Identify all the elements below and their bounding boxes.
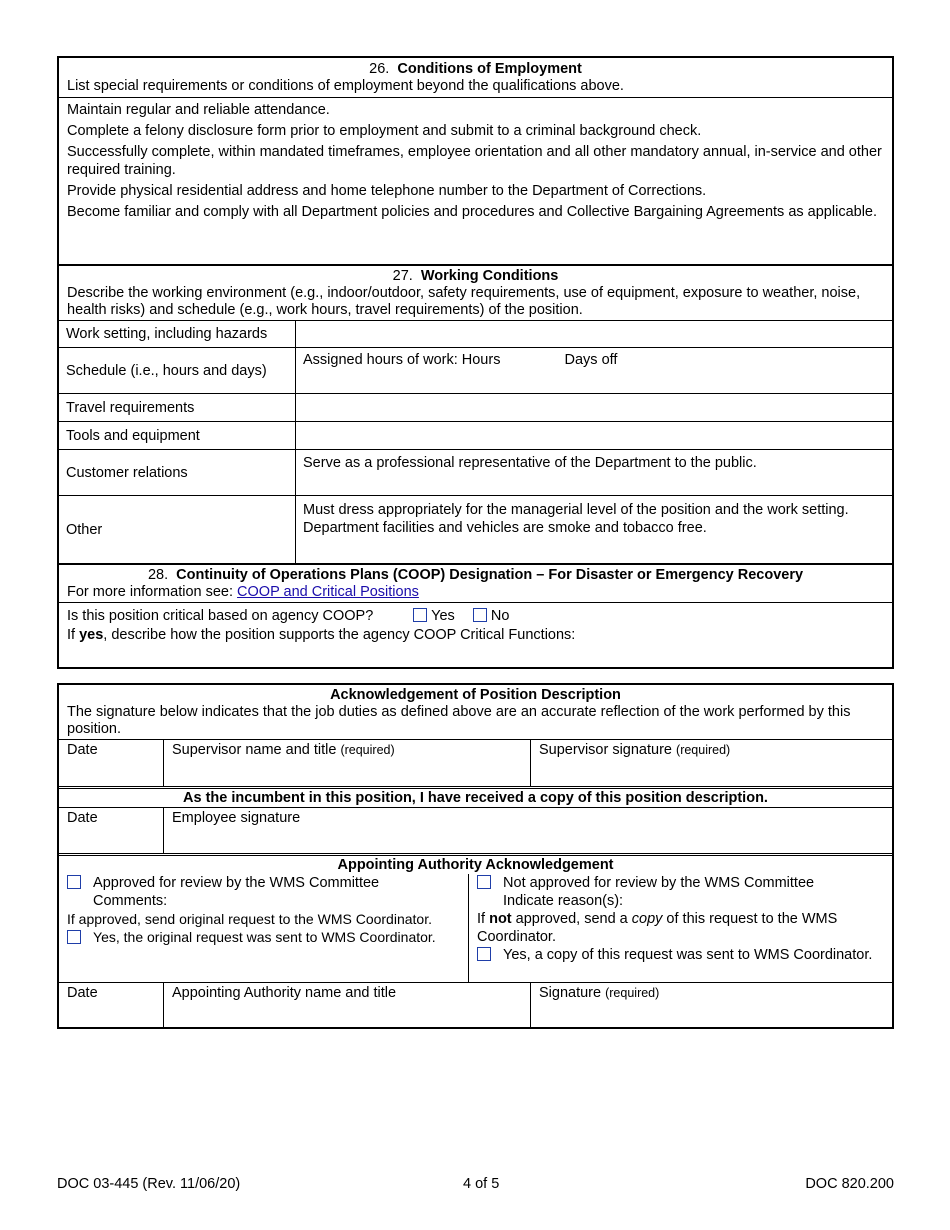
coop-info bbox=[59, 584, 892, 601]
approved-column bbox=[59, 874, 469, 982]
approved-label: Approved for review by the WMS Committee bbox=[93, 875, 380, 891]
appointing-title: Appointing Authority Acknowledgement bbox=[337, 857, 614, 873]
authority-date-field[interactable] bbox=[59, 983, 164, 1027]
schedule-field[interactable] bbox=[296, 348, 893, 394]
other-value-line: Department facilities and vehicles are smoke and tobacco free. bbox=[303, 520, 707, 536]
condition-item: Complete a felony disclosure form prior to employment and submit to a criminal background check. bbox=[67, 123, 702, 139]
section-26 bbox=[59, 58, 892, 264]
date-label: Date bbox=[67, 809, 98, 826]
comments-label: Comments: bbox=[93, 893, 168, 909]
condition-item: Provide physical residential address and home telephone number to the Department of Corrections. bbox=[67, 183, 707, 199]
table-row bbox=[59, 740, 892, 786]
table-row bbox=[59, 807, 892, 853]
supervisor-date-field[interactable] bbox=[59, 740, 164, 786]
footer-page-number: 4 of 5 bbox=[463, 1176, 500, 1192]
yes-sent-checkbox[interactable] bbox=[67, 930, 81, 944]
not-approved-column bbox=[469, 874, 892, 982]
section-27 bbox=[59, 264, 892, 563]
supervisor-signature-table bbox=[59, 739, 892, 786]
required-note: (required) bbox=[605, 986, 660, 1000]
coop-info-prefix: For more information see: bbox=[67, 584, 238, 600]
acknowledgement-section bbox=[57, 683, 894, 1029]
section-26-items bbox=[59, 97, 892, 221]
if-approved-note: If approved, send original request to the WMS Coordinator. bbox=[67, 911, 432, 927]
coop-link[interactable]: COOP and Critical Positions bbox=[237, 584, 419, 600]
authority-signature-label: Signature bbox=[539, 985, 602, 1001]
coop-if-prefix: If bbox=[67, 627, 80, 643]
employee-signature-label: Employee signature bbox=[172, 809, 301, 826]
tools-label: Tools and equipment bbox=[59, 422, 296, 450]
coop-if-yes bbox=[67, 626, 884, 645]
appointing-options bbox=[59, 874, 892, 982]
coop-yes-label: Yes bbox=[431, 608, 455, 624]
table-row bbox=[59, 348, 892, 394]
section-27-header bbox=[59, 266, 892, 285]
ack-text: The signature below indicates that the job duties as defined above are an accurate reflection of the work performed by this position. bbox=[67, 704, 851, 737]
employee-date-field[interactable] bbox=[59, 807, 164, 853]
customer-label: Customer relations bbox=[59, 450, 296, 496]
coop-question-row bbox=[67, 607, 884, 626]
note-approved-send: approved, send a bbox=[511, 911, 632, 927]
appointing-header bbox=[59, 853, 892, 874]
authority-name-field[interactable] bbox=[164, 983, 531, 1027]
yes-copy-checkbox[interactable] bbox=[477, 947, 491, 961]
note-not: not bbox=[489, 911, 512, 927]
coop-yes-checkbox[interactable] bbox=[413, 608, 427, 622]
other-value-line: Must dress appropriately for the managerial level of the position and the work setting. bbox=[303, 502, 849, 518]
coop-question-area bbox=[59, 602, 892, 645]
note-of-request: of this request to the WMS Coordinator. bbox=[477, 911, 838, 945]
if-not-approved-note bbox=[477, 910, 884, 946]
work-setting-label: Work setting, including hazards bbox=[59, 321, 296, 348]
footer-form-number: DOC 03-445 (Rev. 11/06/20) bbox=[57, 1176, 241, 1192]
travel-label: Travel requirements bbox=[59, 394, 296, 422]
section-27-number: 27. bbox=[392, 268, 413, 284]
tools-field[interactable] bbox=[296, 422, 893, 450]
section-26-title: Conditions of Employment bbox=[397, 61, 582, 77]
coop-if-suffix: , describe how the position supports the agency COOP Critical Functions: bbox=[103, 627, 576, 643]
authority-signature-field[interactable] bbox=[531, 983, 893, 1027]
authority-signature-table bbox=[59, 982, 892, 1027]
hours-label: Assigned hours of work: Hours bbox=[303, 352, 501, 368]
required-note: (required) bbox=[340, 743, 395, 757]
work-setting-field[interactable] bbox=[296, 321, 893, 348]
ack-title: Acknowledgement of Position Description bbox=[330, 687, 621, 703]
note-if: If bbox=[477, 911, 490, 927]
table-row bbox=[59, 394, 892, 422]
note-copy: copy bbox=[631, 911, 663, 927]
approved-checkbox[interactable] bbox=[67, 875, 81, 889]
section-28-number: 28. bbox=[147, 567, 169, 583]
other-label: Other bbox=[59, 496, 296, 564]
condition-item: Successfully complete, within mandated timeframes, employee orientation and all other mandatory annual, in-service and other required training. bbox=[67, 144, 882, 178]
not-approved-label: Not approved for review by the WMS Committee bbox=[503, 875, 815, 891]
table-row bbox=[59, 321, 892, 348]
coop-no-label: No bbox=[490, 608, 510, 624]
table-row bbox=[59, 983, 892, 1027]
employee-signature-field[interactable] bbox=[164, 807, 893, 853]
schedule-label: Schedule (i.e., hours and days) bbox=[59, 348, 296, 394]
section-28-header bbox=[59, 565, 892, 584]
required-note: (required) bbox=[676, 743, 731, 757]
yes-sent-option bbox=[67, 928, 468, 947]
position-description-section-26-28 bbox=[57, 56, 894, 669]
yes-copy-option bbox=[477, 946, 884, 964]
date-label: Date bbox=[67, 985, 98, 1001]
employee-signature-table bbox=[59, 807, 892, 854]
section-26-header bbox=[59, 58, 892, 78]
supervisor-signature-field[interactable] bbox=[531, 740, 893, 786]
section-26-subtitle: List special requirements or conditions of employment beyond the qualifications above. bbox=[67, 78, 624, 94]
footer-policy-number: DOC 820.200 bbox=[805, 1176, 894, 1192]
yes-copy-label: Yes, a copy of this request was sent to WMS Coordinator. bbox=[503, 947, 873, 963]
section-26-number: 26. bbox=[369, 61, 390, 77]
section-27-title: Working Conditions bbox=[420, 268, 559, 284]
coop-question: Is this position critical based on agency COOP? bbox=[67, 608, 374, 624]
authority-name-label: Appointing Authority name and title bbox=[172, 985, 397, 1001]
indicate-reasons-label: Indicate reason(s): bbox=[503, 893, 624, 909]
not-approved-option bbox=[477, 874, 884, 892]
travel-field[interactable] bbox=[296, 394, 893, 422]
condition-item: Maintain regular and reliable attendance. bbox=[67, 102, 330, 118]
supervisor-name-label: Supervisor name and title bbox=[172, 742, 337, 758]
not-approved-checkbox[interactable] bbox=[477, 875, 491, 889]
table-row bbox=[59, 450, 892, 496]
section-28-title: Continuity of Operations Plans (COOP) Designation – For Disaster or Emergency Recovery bbox=[176, 567, 804, 583]
supervisor-signature-label: Supervisor signature bbox=[539, 742, 672, 758]
section-28 bbox=[59, 563, 892, 645]
coop-no-checkbox[interactable] bbox=[473, 608, 487, 622]
other-field[interactable] bbox=[296, 496, 893, 564]
supervisor-name-field[interactable] bbox=[164, 740, 531, 786]
approved-option bbox=[67, 874, 468, 892]
incumbent-statement: As the incumbent in this position, I have received a copy of this position description. bbox=[183, 789, 768, 806]
yes-sent-label: Yes, the original request was sent to WMS Coordinator. bbox=[93, 929, 436, 945]
coop-if-yes-bold: yes bbox=[79, 627, 104, 643]
condition-item: Become familiar and comply with all Department policies and procedures and Collective Bargaining Agreements as applicable. bbox=[67, 204, 878, 220]
date-label: Date bbox=[67, 742, 98, 758]
section-27-subtitle: Describe the working environment (e.g., indoor/outdoor, safety requirements, use of equipment, exposure to weather, noise, health risks) and schedule (e.g., work hours, travel requirements) of the position. bbox=[67, 285, 861, 318]
incumbent-header bbox=[59, 786, 892, 807]
customer-field[interactable]: Serve as a professional representative of the Department to the public. bbox=[296, 450, 893, 496]
days-off-label: Days off bbox=[564, 352, 618, 368]
working-conditions-table bbox=[59, 320, 892, 564]
ack-header bbox=[59, 685, 892, 704]
table-row bbox=[59, 496, 892, 564]
table-row bbox=[59, 422, 892, 450]
